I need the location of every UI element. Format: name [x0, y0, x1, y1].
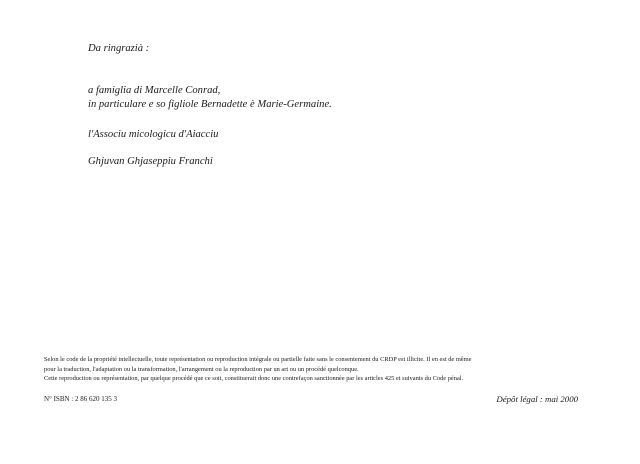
isbn-number: N° ISBN : 2 86 620 135 3: [44, 395, 117, 403]
depot-legal: Dépôt légal : mai 2000: [496, 394, 578, 404]
legal-notice-line-1: Selon le code de la propriété intellectuelle, toute représentation ou reproduction intégrale ou partielle faite sans le consentement du CRDP est illicite. Il en est de même: [44, 356, 472, 363]
acknowledgement-association: l'Associu micologicu d'Aiacciu: [88, 129, 219, 140]
acknowledgements-heading: Da ringrazià :: [88, 43, 150, 54]
acknowledgement-family-line-1: a famiglia di Marcelle Conrad,: [88, 85, 221, 96]
acknowledgement-family-line-2: in particulare e so figliole Bernadette è Marie-Germaine.: [88, 99, 332, 110]
acknowledgement-person: Ghjuvan Ghjaseppiu Franchi: [88, 156, 213, 167]
legal-notice-line-3: Cette reproduction ou représentation, par quelque procédé que ce soit, constituerait donc une contrefaçon sanctionnée par les articles 425 et suivants du Code pénal.: [44, 375, 464, 382]
legal-notice-line-2: pour la traduction, l'adaptation ou la transformation, l'arrangement ou la reproduction par un art ou un procédé quelconque.: [44, 365, 359, 373]
